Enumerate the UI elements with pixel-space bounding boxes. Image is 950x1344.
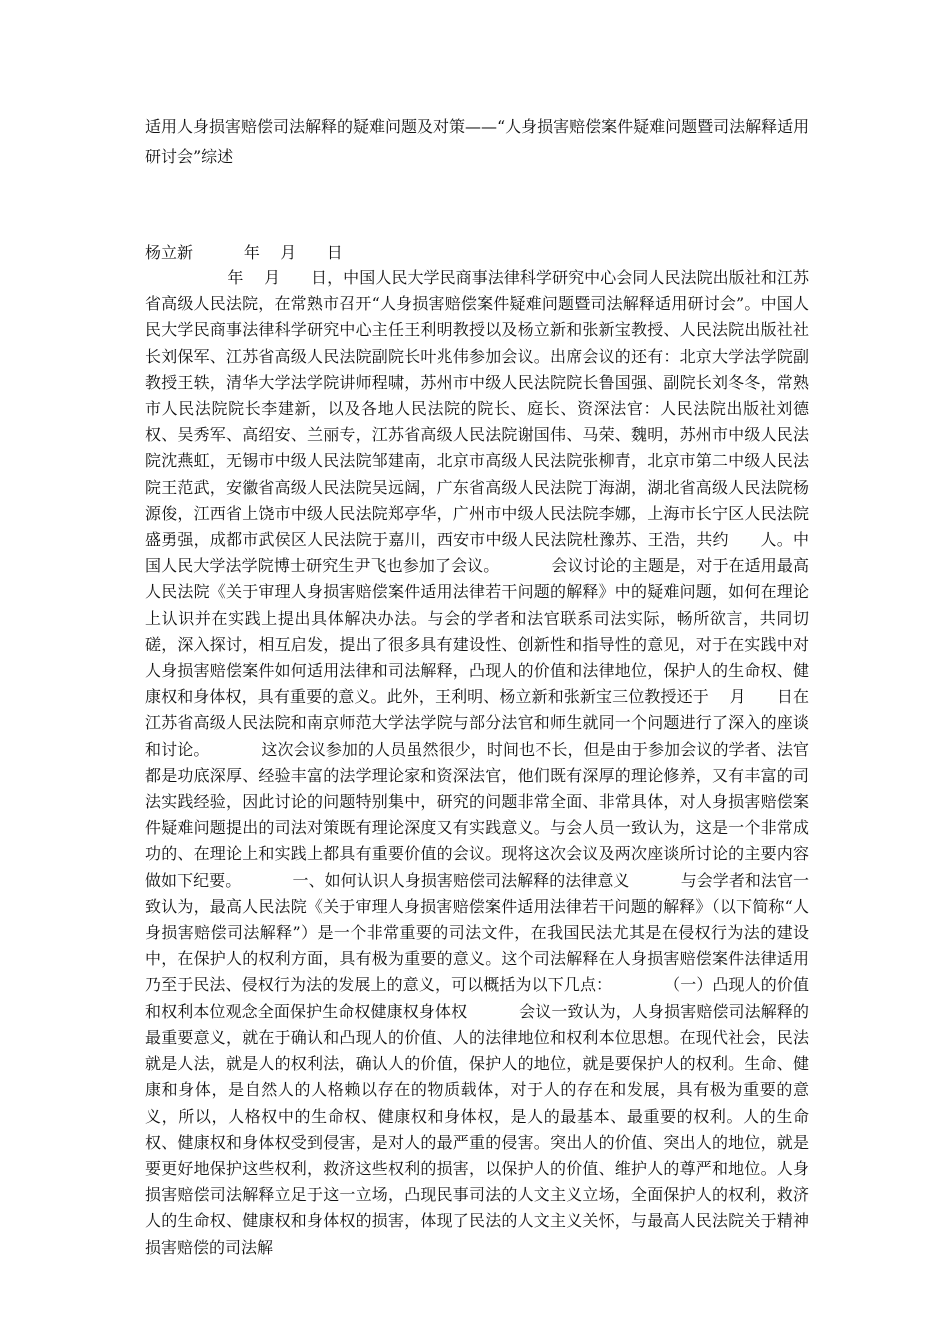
author-date-line: 杨立新 年 月 日 (145, 243, 343, 262)
document-body: 年 月 日，中国人民大学民商事法律科学研究中心会同人民法院出版社和江苏省高级人民法院，在常熟市召开“人身损害赔偿案件疑难问题暨司法解释适用研讨会”。中国人民大学民商事法律科学研究中心主任王利明教授以及杨立新和张新宝教授、人民法院出版社社长刘保军、江苏省高级人民法院副院长叶兆伟参加会议。出席会议的还有：北京大学法学院副教授王轶，清华大学法学院讲师程啸，苏州市中级人民法院院长鲁国强、副院长刘冬冬，常熟市人民法院院长李建新，以及各地人民法院的院长、庭长、资深法官：人民法院出版社刘德权、吴秀军、高绍安、兰丽专，江苏省高级人民法院谢国伟、马荣、魏明，苏州市中级人民法院沈燕虹，无锡市中级人民法院邹建南，北京市高级人民法院张柳青，北京市第二中级人民法院王范武，安徽省高级人民法院吴远阔，广东省高级人民法院丁海湖，湖北省高级人民法院杨源俊，江西省上饶市中级人民法院郑亭华，广州市中级人民法院李娜，上海市长宁区人民法院盛勇强，成都市武侯区人民法院于嘉川，西安市中级人民法院杜豫苏、王浩，共约 人。中国人民大学法学院博士研究生尹飞也参加了会议。 会议讨论的主题是，对于在适用最高人民法院《关于审理人身损害赔偿案件适用法律若干问题的解释》中的疑难问题，如何在理论上认识并在实践上提出具体解决办法。与会的学者和法官联系司法实际，畅所欲言，共同切磋，深入探讨，相互启发，提出了很多具有建设性、创新性和指导性的意见，对于在实践中对人身损害赔偿案件如何适用法律和司法解释，凸现人的价值和法律地位，保护人的生命权、健康权和身体权，具有重要的意义。此外，王利明、杨立新和张新宝三位教授还于 月 日在江苏省高级人民法院和南京师范大学法学院与部分法官和师生就同一个问题进行了深入的座谈和讨论。 这次会议参加的人员虽然很少，时间也不长，但是由于参加会议的学者、法官都是功底深厚、经验丰富的法学理论家和资深法官，他们既有深厚的理论修养，又有丰富的司法实践经验，因此讨论的问题特别集中，研究的问题非常全面、非常具体，对人身损害赔偿案件疑难问题提出的司法对策既有理论深度又有实践意义。与会人员一致认为，这是一个非常成功的、在理论上和实践上都具有重要价值的会议。现将这次会议及两次座谈所讨论的主要内容做如下纪要。 一、如何认识人身损害赔偿司法解释的法律意义 与会学者和法官一致认为，最高人民法院《关于审理人身损害赔偿案件适用法律若干问题的解释》（以下简称“人身损害赔偿司法解释”）是一个非常重要的司法文件，在我国民法尤其是在侵权行为法的建设中，在保护人的权利方面，具有极为重要的意义。这个司法解释在人身损害赔偿案件法律适用乃至于民法、侵权行为法的发展上的意义，可以概括为以下几点： （一）凸现人的价值和权利本位观念全面保护生命权健康权身体权 会议一致认为，人身损害赔偿司法解释的最重要意义，就在于确认和凸现人的价值、人的法律地位和权利本位思想。在现代社会，民法就是人法，就是人的权利法，确认人的价值，保护人的地位，就是要保护人的权利。生命、健康和身体，是自然人的人格赖以存在的物质载体，对于人的存在和发展，具有极为重要的意义，所以，人格权中的生命权、健康权和身体权，是人的最基本、最重要的权利。人的生命权、健康权和身体权受到侵害，是对人的最严重的侵害。突出人的价值、突出人的地位，就是要更好地保护这些权利，救济这些权利的损害，以保护人的价值、维护人的尊严和地位。人身损害赔偿司法解释立足于这一立场，凸现民事司法的人文主义立场，全面保护人的权利，救济人的生命权、健康权和身体权的损害，体现了民法的人文主义关怀，与最高人民法院关于精神损害赔偿的司法解 (145, 268, 809, 1257)
document-title: 适用人身损害赔偿司法解释的疑难问题及对策——“人身损害赔偿案件疑难问题暨司法解释适用研讨会”综述 (145, 117, 810, 166)
